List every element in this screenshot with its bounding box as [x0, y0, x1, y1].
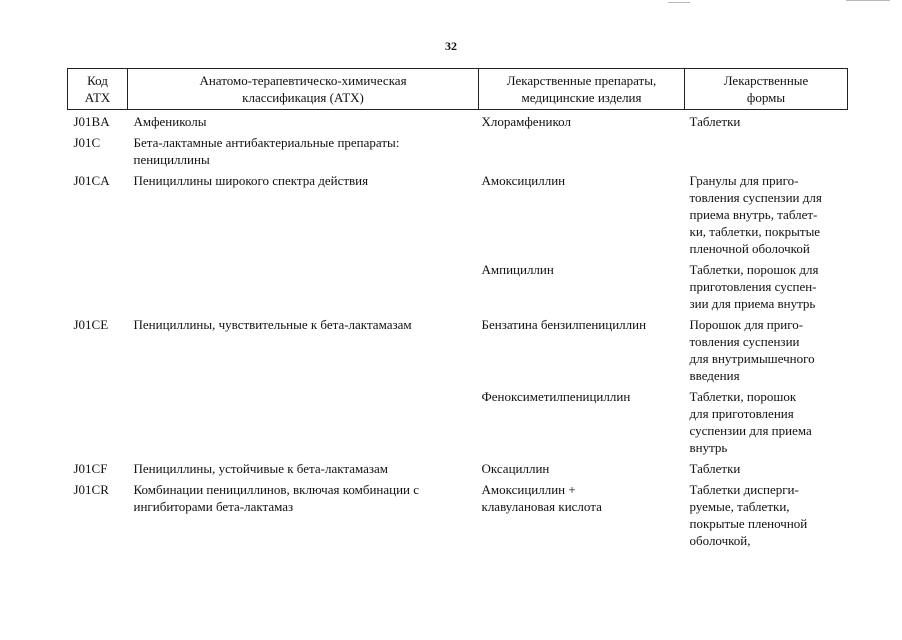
cell-line: Ампициллин — [481, 262, 554, 277]
cell-line: Таблетки, порошок для — [689, 262, 819, 277]
header-classification — [128, 69, 479, 110]
dosage-form-cell — [685, 110, 848, 133]
dosage-form-cell — [685, 458, 848, 479]
cell-line: Таблетки, порошок — [689, 389, 797, 404]
drug-cell — [479, 259, 685, 314]
cell-line: Таблетки дисперги- — [689, 482, 799, 497]
dosage-form-cell — [685, 479, 848, 551]
atc-code-cell — [68, 386, 128, 458]
cell-line: Порошок для приго- — [689, 317, 804, 332]
header-line: классификация (АТХ) — [242, 90, 364, 105]
atc-code-cell: J01CE — [73, 317, 109, 332]
table-row — [68, 314, 848, 386]
table-row — [68, 132, 848, 170]
drug-cell — [479, 132, 685, 170]
cell-line: покрытые пленочной — [689, 516, 808, 531]
table-body — [68, 110, 848, 552]
header-code — [68, 69, 128, 110]
cell-line: Феноксиметилпенициллин — [481, 389, 631, 404]
cell-line: внутрь — [689, 440, 728, 455]
page-number: 32 — [445, 39, 457, 53]
scan-artifact-line — [668, 2, 690, 3]
dosage-form-cell — [685, 314, 848, 386]
table-row — [68, 386, 848, 458]
header-line: Код — [87, 73, 108, 88]
atc-code-cell: J01BA — [73, 114, 110, 129]
cell-line: Пенициллины широкого спектра действия — [133, 173, 369, 188]
table-header — [68, 69, 848, 110]
header-line: Лекарственные препараты, — [506, 73, 657, 88]
drug-cell — [479, 458, 685, 479]
table-row — [68, 110, 848, 133]
cell-line: Бензатина бензилпенициллин — [481, 317, 647, 332]
header-line: медицинские изделия — [521, 90, 642, 105]
header-forms — [685, 69, 848, 110]
atc-code-cell: J01C — [73, 135, 101, 150]
cell-line: пенициллины — [133, 152, 210, 167]
cell-line: приема внутрь, таблет- — [689, 207, 818, 222]
header-drugs — [479, 69, 685, 110]
cell-line: Оксациллин — [481, 461, 550, 476]
drug-cell — [479, 386, 685, 458]
dosage-form-cell — [685, 386, 848, 458]
cell-line: Пенициллины, чувствительные к бета-лактамазам — [133, 317, 412, 332]
atc-code-cell: J01CA — [73, 173, 110, 188]
header-line: Лекарственные — [723, 73, 809, 88]
cell-line: Таблетки — [689, 461, 741, 476]
table-row — [68, 479, 848, 551]
drug-cell — [479, 479, 685, 551]
cell-line: Амоксициллин + — [481, 482, 576, 497]
cell-line: Бета-лактамные антибактериальные препараты: — [133, 135, 400, 150]
cell-line: приготовления суспен- — [689, 279, 817, 294]
table-row — [68, 170, 848, 259]
classification-cell — [128, 110, 479, 133]
cell-line: Хлорамфеникол — [481, 114, 571, 129]
classification-cell — [128, 132, 479, 170]
cell-line: Амоксициллин — [481, 173, 566, 188]
header-line: Анатомо-терапевтическо-химическая — [199, 73, 407, 88]
atc-code-cell — [68, 259, 128, 314]
classification-cell — [128, 314, 479, 386]
atc-code-cell: J01CF — [73, 461, 108, 476]
cell-line: пленочной оболочкой — [689, 241, 810, 256]
dosage-form-cell — [685, 259, 848, 314]
cell-line: товления суспензии для — [689, 190, 822, 205]
classification-cell — [128, 259, 479, 314]
classification-cell — [128, 458, 479, 479]
classification-cell — [128, 479, 479, 551]
cell-line: суспензии для приема — [689, 423, 812, 438]
cell-line: Пенициллины, устойчивые к бета-лактамазам — [133, 461, 389, 476]
header-line: формы — [746, 90, 786, 105]
cell-line: руемые, таблетки, — [689, 499, 790, 514]
cell-line: Таблетки — [689, 114, 741, 129]
drug-cell — [479, 314, 685, 386]
header-line: АТХ — [84, 90, 111, 105]
dosage-form-cell — [685, 170, 848, 259]
table-row — [68, 259, 848, 314]
atc-code-cell: J01CR — [73, 482, 109, 497]
cell-line: Гранулы для приго- — [689, 173, 799, 188]
drug-cell — [479, 170, 685, 259]
cell-line: товления суспензии — [689, 334, 800, 349]
classification-cell — [128, 170, 479, 259]
cell-line: ингибиторами бета-лактамаз — [133, 499, 294, 514]
cell-line: зии для приема внутрь — [689, 296, 816, 311]
cell-line: для приготовления — [689, 406, 794, 421]
cell-line: для внутримышечного — [689, 351, 815, 366]
drug-cell — [479, 110, 685, 133]
cell-line: Комбинации пенициллинов, включая комбинации с — [133, 482, 420, 497]
table-row — [68, 458, 848, 479]
cell-line: оболочкой, — [689, 533, 751, 548]
cell-line: введения — [689, 368, 740, 383]
scan-artifact-line — [846, 0, 890, 1]
cell-line: клавулановая кислота — [481, 499, 602, 514]
atc-table — [67, 68, 848, 551]
dosage-form-cell — [685, 132, 848, 170]
cell-line: Амфениколы — [133, 114, 207, 129]
cell-line: ки, таблетки, покрытые — [689, 224, 821, 239]
classification-cell — [128, 386, 479, 458]
